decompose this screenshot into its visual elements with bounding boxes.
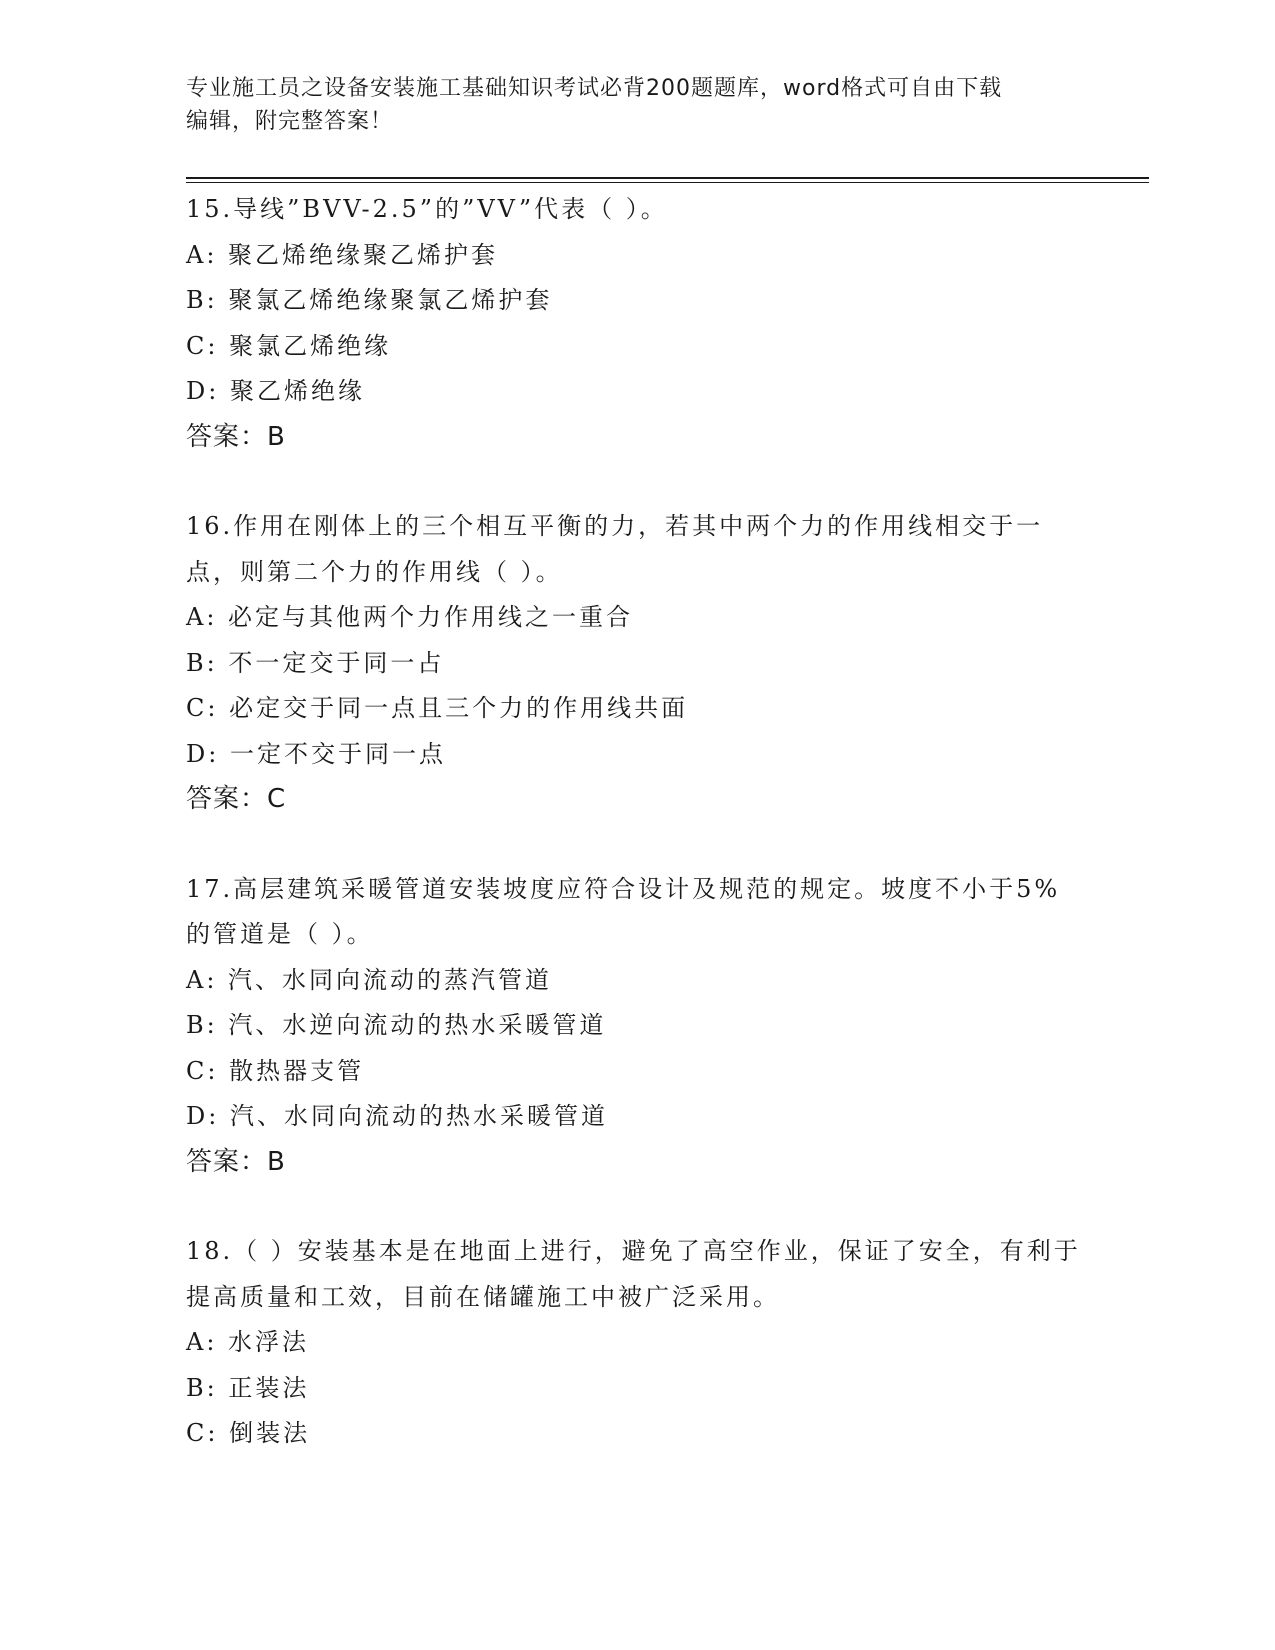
question-16 bbox=[186, 504, 1086, 823]
header-line-2: 编辑，附完整答案！ bbox=[186, 109, 394, 134]
option-c: C: 必定交于同一点且三个力的作用线共面 bbox=[186, 694, 689, 722]
question-17 bbox=[186, 867, 1086, 1186]
question-text bbox=[186, 867, 1086, 958]
question-text-line: 17.高层建筑采暖管道安装坡度应符合设计及规范的规定。坡度不小于5%的管道是（ ）。 bbox=[186, 874, 1061, 948]
option-d: D: 一定不交于同一点 bbox=[186, 739, 446, 768]
answer-label: 答案：C bbox=[186, 784, 287, 814]
option-b: B: 不一定交于同一占 bbox=[186, 648, 445, 677]
option-c: C: 聚氯乙烯绝缘 bbox=[186, 331, 392, 360]
question-list bbox=[186, 187, 1086, 1501]
option-b: B: 聚氯乙烯绝缘聚氯乙烯护套 bbox=[186, 286, 553, 314]
question-text bbox=[186, 1229, 1086, 1320]
option-a: A: 水浮法 bbox=[186, 1328, 310, 1356]
answer-label: 答案：B bbox=[186, 1146, 286, 1177]
option-a: A: 必定与其他两个力作用线之一重合 bbox=[186, 603, 634, 631]
option-c: C: 倒装法 bbox=[186, 1419, 311, 1447]
header-divider-thin bbox=[186, 182, 1149, 183]
document-header bbox=[186, 72, 1086, 138]
question-text bbox=[186, 504, 1086, 595]
option-b: B: 汽、水逆向流动的热水采暖管道 bbox=[186, 1011, 607, 1039]
option-a: A: 聚乙烯绝缘聚乙烯护套 bbox=[186, 240, 499, 269]
option-d: D: 聚乙烯绝缘 bbox=[186, 377, 365, 405]
question-text-line: 15.导线”BVV-2.5”的”VV”代表（ ）。 bbox=[186, 195, 668, 223]
header-divider-thick bbox=[186, 177, 1149, 179]
question-text bbox=[186, 187, 1086, 233]
question-15 bbox=[186, 187, 1086, 460]
option-d: D: 汽、水同向流动的热水采暖管道 bbox=[186, 1102, 608, 1130]
question-text-line: 16.作用在刚体上的三个相互平衡的力，若其中两个力的作用线相交于一点，则第二个力的作用线（ ）。 bbox=[186, 512, 1044, 586]
question-18 bbox=[186, 1229, 1086, 1457]
answer-label: 答案：B bbox=[186, 421, 286, 452]
header-line-1: 专业施工员之设备安装施工基础知识考试必背200题题库，word格式可自由下载 bbox=[186, 76, 1003, 101]
option-a: A: 汽、水同向流动的蒸汽管道 bbox=[186, 965, 553, 994]
option-c: C: 散热器支管 bbox=[186, 1056, 365, 1085]
question-text-line: 18.（ ）安装基本是在地面上进行，避免了高空作业，保证了安全，有利于提高质量和工效，目前在储罐施工中被广泛采用。 bbox=[186, 1237, 1081, 1311]
option-b: B: 正装法 bbox=[186, 1373, 310, 1402]
